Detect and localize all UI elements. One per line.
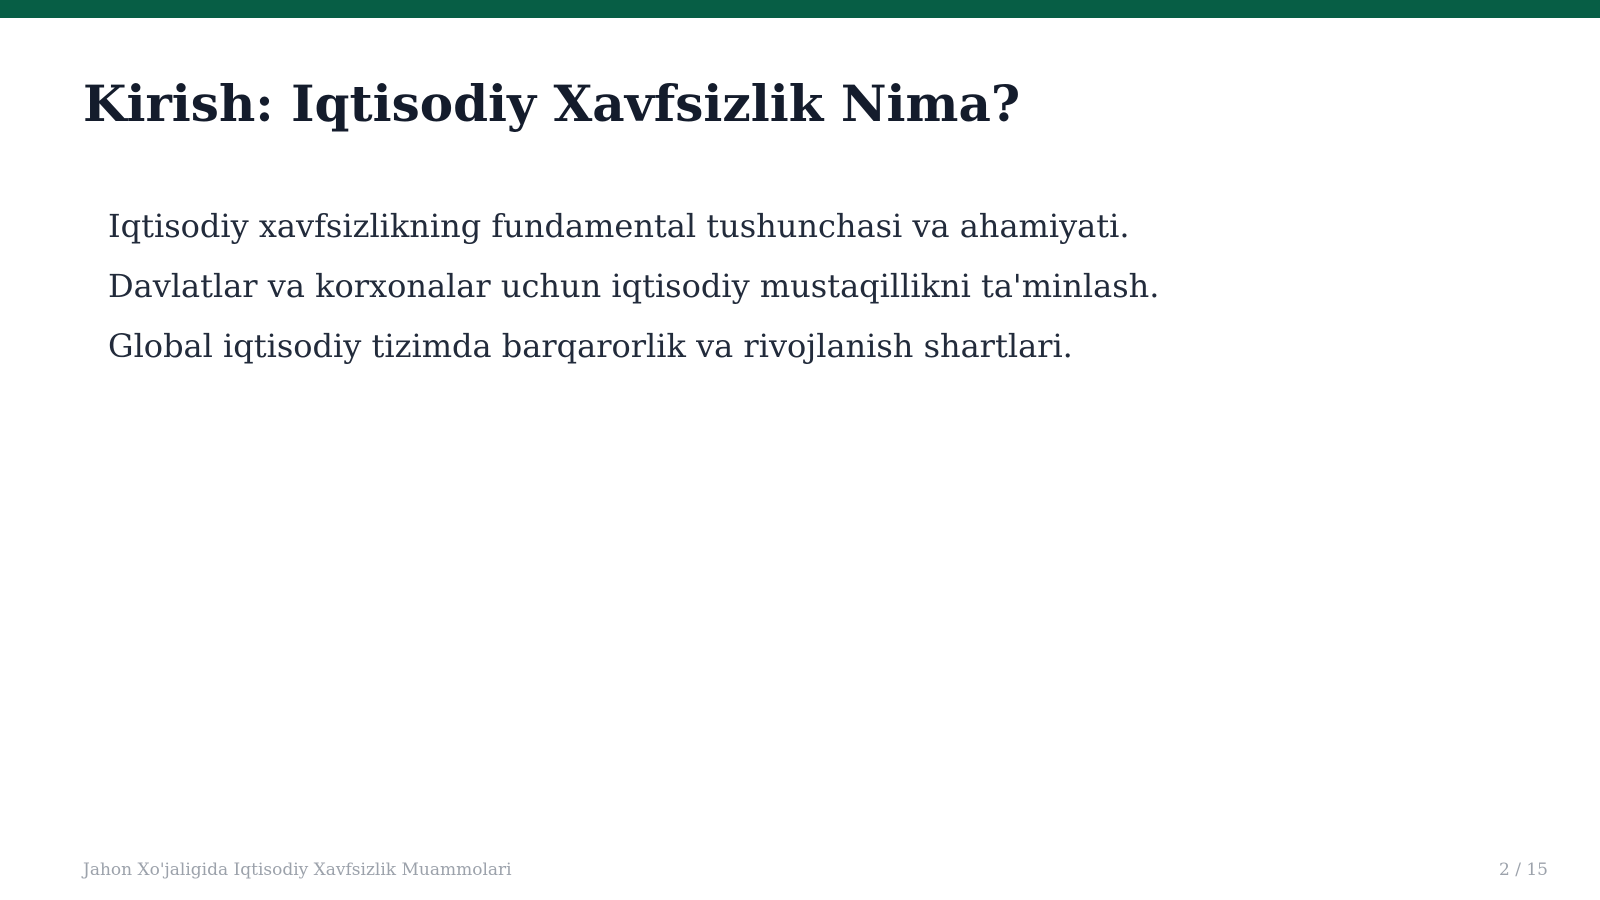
page-number: 2 / 15 bbox=[1499, 860, 1548, 880]
top-accent-bar bbox=[0, 0, 1600, 18]
bullet-item: Iqtisodiy xavfsizlikning fundamental tushunchasi va ahamiyati. bbox=[108, 207, 1130, 245]
bullet-list bbox=[108, 196, 1159, 376]
bullet-item: Davlatlar va korxonalar uchun iqtisodiy mustaqillikni ta'minlash. bbox=[108, 267, 1160, 305]
footer-presentation-title: Jahon Xo'jaligida Iqtisodiy Xavfsizlik Muammolari bbox=[83, 860, 512, 880]
slide-title: Kirish: Iqtisodiy Xavfsizlik Nima? bbox=[83, 74, 1021, 133]
bullet-item: Global iqtisodiy tizimda barqarorlik va rivojlanish shartlari. bbox=[108, 327, 1073, 365]
